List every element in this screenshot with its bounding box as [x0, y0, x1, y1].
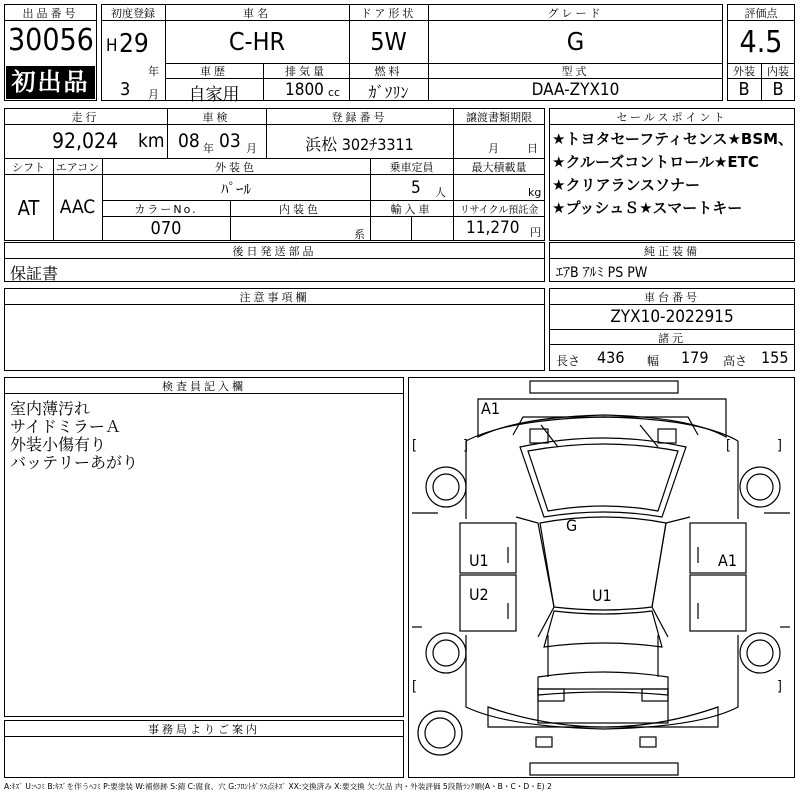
notes-label: 注意事項欄 — [239, 291, 310, 304]
damage-mark: U1 — [469, 551, 489, 570]
first-reg-label: 初度登録 — [111, 7, 155, 20]
inspector-comment: 室内薄汚れ — [10, 399, 91, 418]
shift-label: シフト — [12, 161, 45, 174]
damage-mark: A1 — [718, 551, 737, 570]
era: H — [106, 36, 118, 56]
length-label: 長さ — [556, 354, 581, 368]
recycle-deposit-value: 11,270 — [466, 218, 520, 238]
door-type: 5W — [370, 27, 407, 56]
history-value: 自家用 — [188, 85, 240, 105]
equipment-value: ｴｱB ｱﾙﾐ PS PW — [556, 265, 648, 281]
sales-point-line: ★トヨタセーフティセンス★BSM、 — [552, 130, 794, 148]
inspection-month-unit: 月 — [246, 142, 257, 155]
office-label: 事務局よりご案内 — [148, 723, 260, 736]
seating-capacity-label: 乗車定員 — [389, 161, 434, 174]
transfer-month-unit: 月 — [488, 142, 499, 155]
plate-label: 登録番号 — [331, 111, 388, 124]
inspector-label: 検査員記入欄 — [162, 380, 246, 393]
width-label: 幅 — [647, 354, 660, 368]
reg-year: 29 — [119, 29, 149, 59]
inspector-comment: サイドミラーＡ — [10, 417, 121, 436]
sales-point-line: ★クリアランスソナー — [552, 176, 700, 194]
month-unit: 月 — [148, 88, 159, 101]
mileage-value: 92,024 — [52, 129, 119, 153]
import-label: 輸入車 — [390, 203, 433, 216]
reg-month: 3 — [120, 79, 131, 100]
fuel-value: ｶﾞｿﾘﾝ — [368, 83, 409, 102]
equipment-label: 純正装備 — [644, 245, 700, 258]
max-load-unit: kg — [528, 186, 542, 199]
displacement-value: 1800 — [285, 80, 324, 100]
aircon-value: AAC — [59, 196, 96, 218]
inspection-year-unit: 年 — [203, 142, 214, 155]
height-label: 高さ — [723, 354, 748, 368]
inspection-label: 車検 — [202, 111, 231, 124]
diagram-bracket: ] — [777, 438, 782, 454]
sales-point-line: ★クルーズコントロール★ETC — [552, 153, 759, 171]
year-unit: 年 — [148, 65, 159, 78]
history-label: 車歴 — [200, 65, 228, 78]
diagram-bracket: ] — [777, 679, 782, 695]
interior-grade: B — [772, 79, 784, 100]
first-listing-badge: 初出品 — [6, 66, 95, 99]
model-code-value: DAA-ZYX10 — [531, 80, 620, 100]
recycle-deposit-unit: 円 — [530, 226, 541, 239]
interior-color-label: 内装色 — [279, 203, 321, 216]
diagram-bracket: [ — [726, 438, 731, 454]
interior-color-unit: 系 — [354, 228, 365, 241]
door-label: ドア形状 — [360, 7, 417, 20]
max-load-label: 最大積載量 — [471, 161, 527, 174]
aircon-label: エアコン — [55, 161, 100, 174]
grade-label: グレード — [547, 7, 604, 20]
shift-value: AT — [17, 196, 40, 220]
car-name-label: 車名 — [243, 7, 271, 20]
seating-capacity-unit: 人 — [435, 186, 446, 199]
later-parts-label: 後日発送部品 — [232, 245, 317, 258]
model-code-label: 型式 — [561, 65, 590, 78]
displacement-unit: cc — [328, 86, 341, 99]
transfer-day-unit: 日 — [527, 142, 538, 155]
height-value: 155 — [761, 348, 789, 367]
car-name: C-HR — [228, 27, 286, 56]
score-value: 4.5 — [739, 25, 783, 60]
damage-legend: A:ｷｽﾞ U:ﾍｺﾐ B:ｷｽﾞを伴うﾍｺﾐ P:要塗装 W:補修跡 S:錆 C:腐食、穴 G:ﾌﾛﾝﾄｶﾞﾗｽ点ｷｽﾞ XX:交換済み X:要交換 欠:欠品 内・外装評価 5段階ﾗﾝｸ順(A・B・C・D・E) 2 — [4, 782, 552, 791]
damage-mark: U2 — [469, 585, 489, 604]
score-label: 評価点 — [744, 7, 778, 20]
specs-label: 諸元 — [658, 332, 686, 345]
fuel-label: 燃料 — [374, 65, 403, 78]
damage-mark: G — [566, 516, 578, 535]
exterior-color-label: 外装色 — [215, 161, 257, 174]
inspection-year: 08 — [178, 130, 200, 152]
exterior-grade: B — [738, 79, 750, 100]
exterior-color-value: ﾊﾟｰﾙ — [220, 180, 251, 198]
diagram-bracket: [ — [412, 438, 417, 454]
color-number-label: カラーNo. — [134, 203, 198, 216]
diagram-bracket: [ — [412, 679, 417, 695]
sales-points-label: セールスポイント — [616, 111, 728, 124]
damage-mark: U1 — [592, 586, 612, 605]
mileage-label: 走行 — [71, 111, 100, 124]
inspector-comment: 外装小傷有り — [10, 435, 107, 454]
length-value: 436 — [597, 348, 625, 367]
chassis-number-value: ZYX10-2022915 — [610, 307, 734, 327]
damage-mark: A1 — [481, 399, 500, 418]
inspector-comment: バッテリーあがり — [10, 453, 139, 472]
plate-value: 浜松 302ﾁ3311 — [305, 135, 414, 154]
width-value: 179 — [681, 348, 709, 367]
mileage-unit: km — [138, 130, 165, 152]
chassis-number-label: 車台番号 — [644, 291, 700, 304]
exterior-grade-label: 外装 — [733, 65, 755, 78]
inspection-month: 03 — [219, 130, 241, 152]
seating-capacity-value: 5 — [411, 178, 421, 198]
transfer-deadline-label: 譲渡書類期限 — [466, 111, 532, 124]
interior-grade-label: 内装 — [767, 65, 789, 78]
sales-point-line: ★プッシュＳ★スマートキー — [552, 199, 743, 217]
diagram-bracket: ] — [463, 438, 468, 454]
color-number-value: 070 — [150, 218, 182, 239]
grade-value: G — [566, 27, 585, 56]
recycle-deposit-label: リサイクル預託金 — [459, 205, 539, 216]
displacement-label: 排気量 — [285, 65, 327, 78]
later-parts-value: 保証書 — [10, 264, 59, 283]
lot-number: 30056 — [8, 23, 94, 58]
lot-label: 出品番号 — [22, 7, 79, 20]
